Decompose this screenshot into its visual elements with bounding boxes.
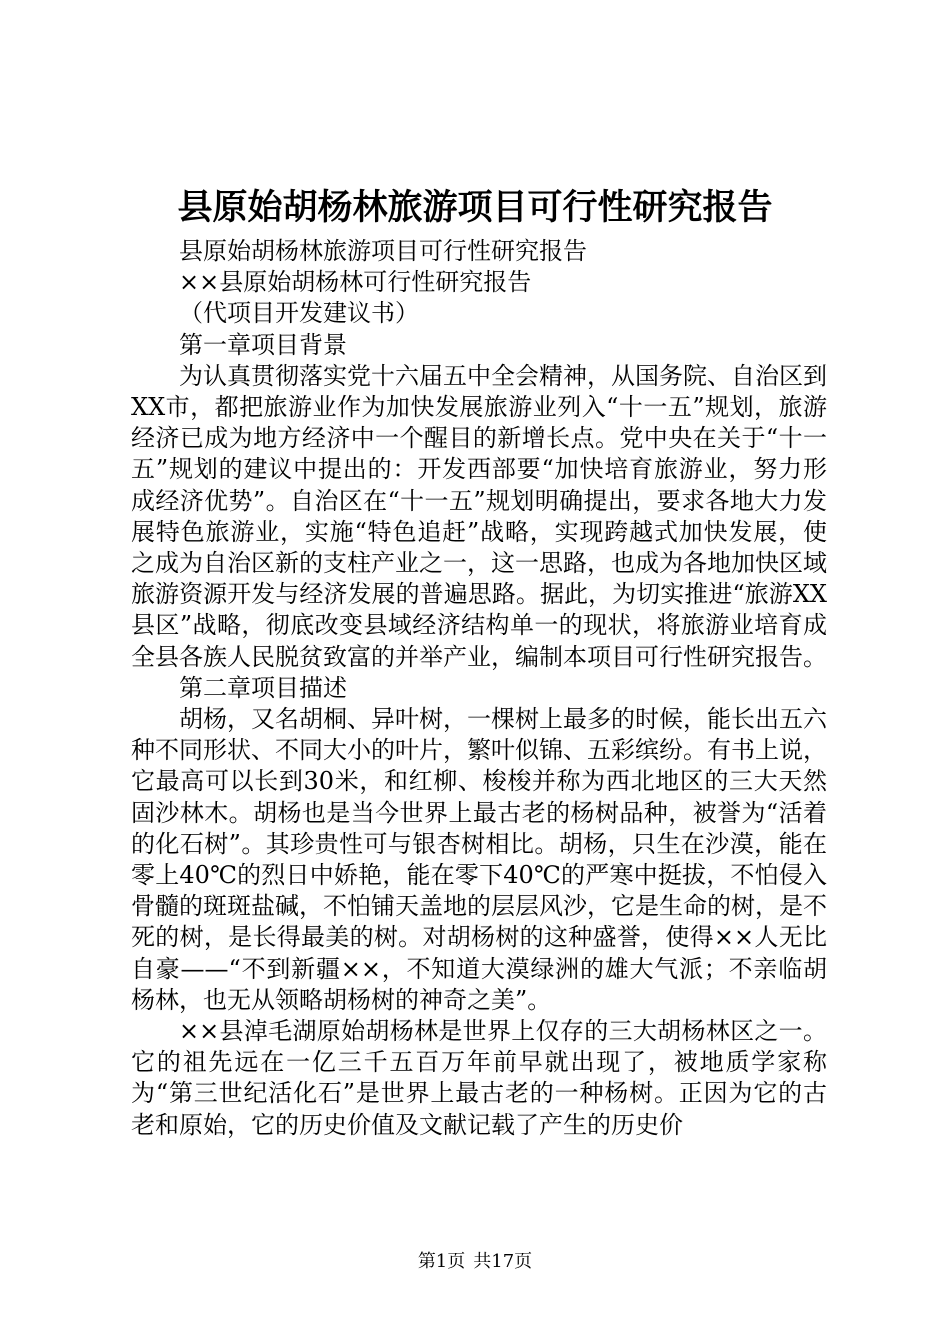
paragraph: 为认真贯彻落实党十六届五中全会精神，从国务院、自治区到XX市，都把旅游业作为加快发展旅游业列入“十一五”规划，旅游经济已成为地方经济中一个醒目的新增长点。党中央在关于“十一五”规划的建议中提出的：开发西部要“加快培育旅游业，努力形成经济优势”。自治区在“十一五”规划明确提出，要求各地大力发展特色旅游业，实施“特色追赶”战略，实现跨越式加快发展，使之成为自治区新的支柱产业之一，这一思路，也成为各地加快区域旅游资源开发与经济发展的普遍思路。据此，为切实推进“旅游XX县区”战略，彻底改变县域经济结构单一的现状，将旅游业培育成全县各族人民脱贫致富的并举产业，编制本项目可行性研究报告。 bbox=[131, 361, 827, 671]
chapter-heading: 第二章项目描述 bbox=[179, 673, 347, 702]
page-total: 共17页 bbox=[473, 1251, 533, 1272]
chapter-heading: 第一章项目背景 bbox=[179, 330, 347, 359]
paragraph: ××县淖毛湖原始胡杨林是世界上仅存的三大胡杨林区之一。它的祖先远在一亿三千五百万年前早就出现了，被地质学家称为“第三世纪活化石”是世界上最古老的一种杨树。正因为它的古老和原始，它的历史价值及文献记载了产生的历史价 bbox=[131, 1017, 827, 1139]
page-number: 第1页 bbox=[417, 1251, 466, 1272]
proposal-note-line: （代项目开发建议书） bbox=[179, 299, 419, 328]
document-title: 县原始胡杨林旅游项目可行性研究报告 bbox=[177, 187, 773, 228]
document-body bbox=[131, 236, 827, 1141]
report-name-line: ××县原始胡杨林可行性研究报告 bbox=[179, 268, 532, 297]
paragraph: 胡杨，又名胡桐、异叶树，一棵树上最多的时候，能长出五六种不同形状、不同大小的叶片，繁叶似锦、五彩缤纷。有书上说，它最高可以长到30米，和红柳、梭梭并称为西北地区的三大天然固沙林木。胡杨也是当今世界上最古老的杨树品种，被誉为“活着的化石树”。其珍贵性可与银杏树相比。胡杨，只生在沙漠，能在零上40℃的烈日中娇艳，能在零下40℃的严寒中挺拔，不怕侵入骨髓的斑斑盐碱，不怕铺天盖地的层层风沙，它是生命的树，是不死的树，是长得最美的树。对胡杨树的这种盛誉，使得××人无比自豪——“不到新疆××，不知道大漠绿洲的雄大气派；不亲临胡杨林，也无从领略胡杨树的神奇之美”。 bbox=[131, 705, 827, 1014]
subtitle-line: 县原始胡杨林旅游项目可行性研究报告 bbox=[179, 237, 587, 265]
page-footer bbox=[0, 1250, 950, 1274]
